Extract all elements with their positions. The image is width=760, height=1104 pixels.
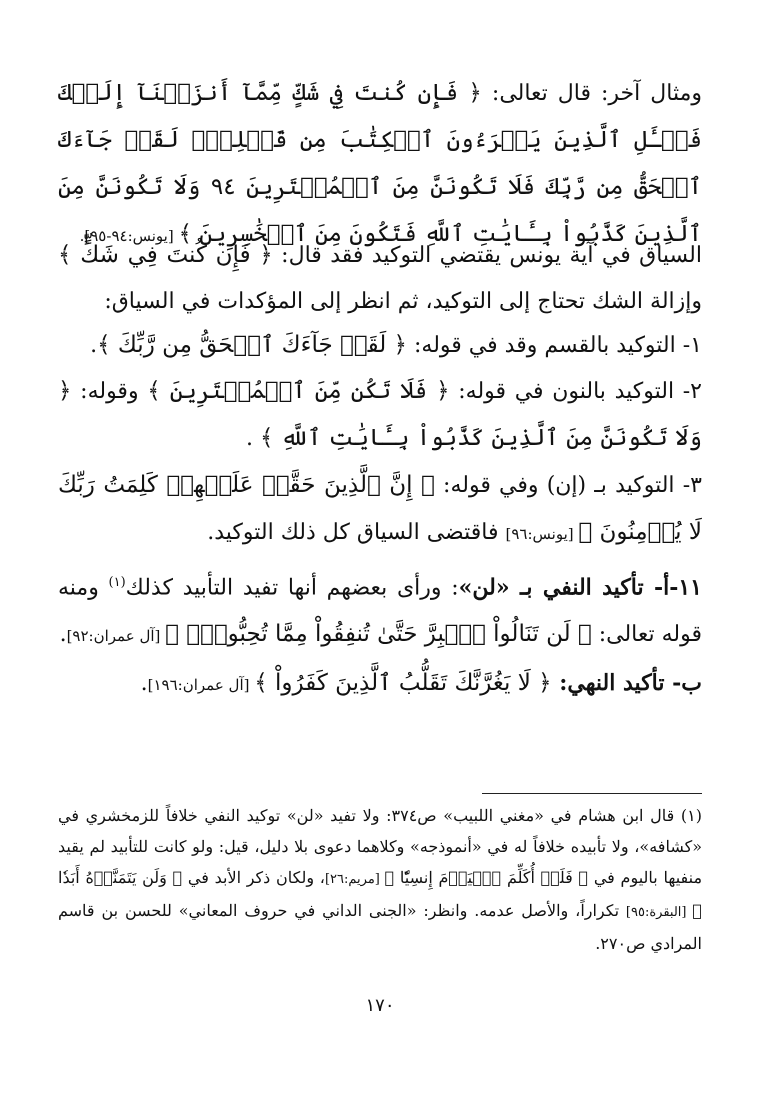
quran-verse: ﴿ لَقَدۡ جَآءَكَ ٱلۡحَقُّ مِن رَّبِّكَ ﴾ (97, 332, 408, 358)
quran-verse: ﴿ فَإِن كُنتَ فِي شَكٍّ مِّمَّآ أَنزَلۡنَآ إِلَيۡكَ فَسۡـَٔلِ ٱلَّذِينَ يَقۡرَءُونَ ٱلۡكِتَٰبَ مِن قَبۡلِكَۚ لَقَدۡ جَآءَكَ ٱلۡحَقُّ مِن رَّبِّكَ فَلَا تَكُونَنَّ مِنَ ٱلۡمُمۡتَرِينَ ٩٤ وَلَا تَكُونَنَّ مِنَ ٱلَّذِينَ كَذَّبُواْ بِـَٔايَٰتِ ٱللَّهِ فَتَكُونَ مِنَ ٱلۡخَٰسِرِينَ ﴾ (58, 80, 702, 247)
list-item-inna: ٣- التوكيد بـ (إن) وفي قوله: ﴿ إِنَّ ٱلَّذِينَ حَقَّتۡ عَلَيۡهِمۡ كَلِمَتُ رَبِّكَ لَا يُؤۡمِنُونَ ﴾ [يونس:٩٦] فاقتضى السياق كل ذلك التوكيد. (58, 472, 702, 545)
quran-verse: ﴿ لَن تَنَالُواْ ٱلۡبِرَّ حَتَّىٰ تُنفِقُواْ مِمَّا تُحِبُّونَۚ ﴾ (165, 621, 592, 648)
paragraph-negation: ١١-أ- تأكيد النفي بـ «لن»: ورأى بعضهم أنها تفيد التأبيد كذلك$^{(١)}$ ومنه قوله تعالى: ﴿ لَن تَنَالُواْ ٱلۡبِرَّ حَتَّىٰ تُنفِقُواْ مِمَّا تُحِبُّونَۚ ﴾ [آل عمران:٩٢]. (58, 574, 702, 648)
footnote: (١) قال ابن هشام في «مغني اللبيب» ص٣٧٤: ولا تفيد «لن» توكيد النفي خلافاً للزمخشري في «كشافه»، ولا تأبيده خلافاً له في «أنموذجه» وكلاهما دعوى بلا دليل، قيل: ولو كانت للتأبيد لم يقيد منفيها باليوم في ﴿ فَلَنۡ أُكَلِّمَ ٱلۡيَوۡمَ إِنسِيّٗا ﴾ [مريم:٢٦]، ولكان ذكر الأبد في ﴿ وَلَن يَتَمَنَّوۡهُ أَبَدٗا ﴾ [البقرة:٩٥] تكراراً، والأصل عدمه. وانظر: «الجنى الداني في حروف المعاني» للحسن بن قاسم المرادي ص٢٧٠. (58, 806, 703, 953)
list-item-text: ٢- التوكيد بالنون في قوله: (449, 379, 702, 404)
section-heading: ب- تأكيد النهي: (551, 670, 702, 696)
verse-reference: [البقرة:٩٥] (625, 905, 693, 920)
paragraph-example (58, 70, 702, 259)
verse-reference: [آل عمران:٩٢] (66, 627, 166, 646)
footnote-divider (482, 793, 702, 794)
verse-reference: [آل عمران:١٩٦] (147, 676, 255, 694)
paragraph-intro: السياق في آية يونس يقتضي التوكيد فقد قال: (272, 243, 702, 268)
footnote-text: (١) قال ابن هشام في «مغني اللبيب» ص٣٧٤: ولا تفيد «لن» توكيد النفي خلافاً للزمخشري في «كشافه»، ولا تأبيده خلافاً له في «أنموذجه» وكلاهما دعوى بلا دليل، قيل: ولو كانت للتأبيد لم يقيد منفيها باليوم في (58, 806, 703, 887)
quran-verse: ﴿ لَا يَغُرَّنَّكَ تَقَلُّبُ ٱلَّذِينَ كَفَرُواْ ﴾ (254, 670, 552, 696)
list-item-nun: ٢- التوكيد بالنون في قوله: ﴿ فَلَا تَكُن مِّنَ ٱلۡمُمۡتَرِينَ ﴾ وقوله: ﴿ وَلَا تَكُونَنَّ مِنَ ٱلَّذِينَ كَذَّبُواْ بِـَٔايَٰتِ ٱللَّهِ ﴾ . (58, 378, 702, 451)
paragraph-intro: ومثال آخر: قال تعالى: (481, 81, 702, 106)
paragraph-tail: وإزالة الشك تحتاج إلى التوكيد، ثم انظر إلى المؤكدات في السياق: (104, 289, 702, 314)
verse-reference: [يونس:٩٤-٩٥]. (79, 227, 179, 245)
paragraph-prohibition: ب- تأكيد النهي: ﴿ لَا يَغُرَّنَّكَ تَقَلُّبُ ٱلَّذِينَ كَفَرُواْ ﴾ [آل عمران:١٩٦]. (140, 670, 702, 696)
quran-verse: ﴿ فَلَنۡ أُكَلِّمَ ٱلۡيَوۡمَ إِنسِيّٗا ﴾ (384, 868, 589, 887)
page-number: ١٧٠ (365, 995, 395, 1016)
quran-verse: ﴿ فَإِن كُنتَ فِي شَكٍّ ﴾ (58, 242, 273, 268)
quran-verse: ﴿ وَلَن يَتَمَنَّوۡهُ أَبَدٗا ﴾ (58, 868, 702, 920)
list-item-oath: ١- التوكيد بالقسم وقد في قوله: ﴿ لَقَدۡ جَآءَكَ ٱلۡحَقُّ مِن رَّبِّكَ ﴾. (90, 332, 702, 358)
footnote-marker[interactable]: (١) (108, 575, 126, 590)
quran-verse: ﴿ إِنَّ ٱلَّذِينَ حَقَّتۡ عَلَيۡهِمۡ كَلِمَتُ رَبِّكَ لَا يُؤۡمِنُونَ ﴾ (58, 472, 702, 545)
list-item-text: ١- التوكيد بالقسم وقد في قوله: (407, 333, 702, 358)
paragraph-context (58, 232, 702, 325)
verse-reference: [مريم:٢٦] (324, 872, 385, 887)
verse-reference: [يونس:٩٦] (505, 525, 579, 543)
list-item-text: ٣- التوكيد بـ (إن) وفي قوله: (434, 473, 702, 498)
quran-verse: ﴿ فَلَا تَكُن مِّنَ ٱلۡمُمۡتَرِينَ ﴾ (147, 378, 450, 404)
quran-verse: ﴿ وَلَا تَكُونَنَّ مِنَ ٱلَّذِينَ كَذَّبُواْ بِـَٔايَٰتِ ٱللَّهِ ﴾ (58, 378, 702, 451)
section-heading: ١١-أ- تأكيد النفي بـ «لن» (458, 574, 702, 601)
